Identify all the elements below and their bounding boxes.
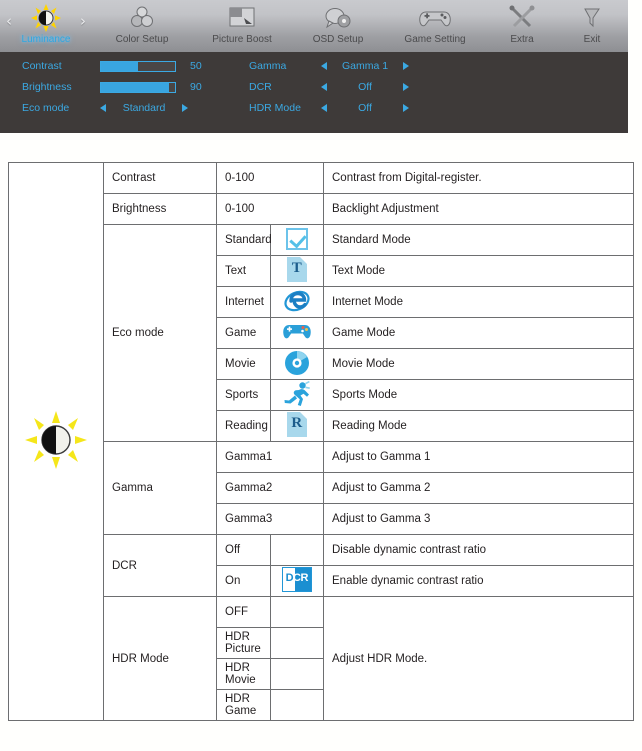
osd-tab-list xyxy=(0,0,628,52)
reading-doc-icon xyxy=(287,412,307,437)
row-name-dcr: DCR xyxy=(104,535,217,597)
brightness-slider[interactable] xyxy=(100,82,176,93)
reading-doc-glyph: R xyxy=(291,415,303,431)
brightness-slider-fill xyxy=(101,83,168,92)
row-name: Contrast xyxy=(104,163,217,194)
row-icon-cell xyxy=(270,225,324,256)
osd-row-brightness[interactable] xyxy=(22,79,202,95)
brightness-slider-knob[interactable] xyxy=(162,83,169,92)
osd-row-gamma[interactable] xyxy=(249,58,409,74)
osd-settings-body xyxy=(0,52,628,133)
row-name-gamma: Gamma xyxy=(104,442,217,535)
row-option: Internet xyxy=(217,287,271,318)
game-setting-icon xyxy=(418,4,452,32)
row-option: Gamma2 xyxy=(217,473,324,504)
row-description: Text Mode xyxy=(324,256,634,287)
row-option: Standard xyxy=(217,225,271,256)
internet-e-icon xyxy=(284,288,310,313)
prev-tab-arrow-icon[interactable]: ‹ xyxy=(6,12,12,30)
osd-label-dcr: DCR xyxy=(249,81,272,93)
row-icon-cell xyxy=(270,318,324,349)
osd-tab-label: Game Setting xyxy=(404,34,466,45)
row-description: Reading Mode xyxy=(324,411,634,442)
row-description: Adjust to Gamma 2 xyxy=(324,473,634,504)
osd-tab-label: Exit xyxy=(583,34,601,45)
row-icon-cell xyxy=(270,349,324,380)
runner-icon xyxy=(282,381,312,407)
row-icon-cell xyxy=(270,690,324,721)
osd-label-gamma: Gamma xyxy=(249,60,287,72)
row-option: HDR Movie xyxy=(217,659,271,690)
osd-tab-color-setup[interactable] xyxy=(92,0,192,46)
row-icon-cell xyxy=(270,287,324,318)
row-option: 0-100 xyxy=(217,194,324,225)
osd-label-contrast: Contrast xyxy=(22,60,62,72)
checkbox-icon xyxy=(286,228,308,250)
table-row xyxy=(9,163,634,194)
row-description: Adjust to Gamma 3 xyxy=(324,504,634,535)
exit-icon xyxy=(579,4,605,32)
osd-tab-label: Picture Boost xyxy=(212,34,272,45)
next-tab-arrow-icon[interactable]: › xyxy=(80,12,86,30)
row-option: HDR Picture xyxy=(217,628,271,659)
row-option: HDR Game xyxy=(217,690,271,721)
luminance-spec-table-wrap xyxy=(8,162,634,721)
luminance-spec-table xyxy=(8,162,634,721)
sun-icon xyxy=(31,4,61,32)
row-description: Internet Mode xyxy=(324,287,634,318)
dcr-glyph-c: C xyxy=(293,572,301,584)
row-description: Backlight Adjustment xyxy=(324,194,634,225)
row-description: Contrast from Digital-register. xyxy=(324,163,634,194)
osd-row-contrast[interactable] xyxy=(22,58,202,74)
osd-label-hdr-mode: HDR Mode xyxy=(249,102,301,114)
gamepad-icon xyxy=(281,320,313,344)
picture-boost-icon xyxy=(227,4,257,32)
osd-tab-label: Luminance xyxy=(21,34,71,45)
row-option: Off xyxy=(217,535,271,566)
row-description: Sports Mode xyxy=(324,380,634,411)
row-option: 0-100 xyxy=(217,163,324,194)
text-doc-glyph: T xyxy=(291,260,302,276)
row-option: On xyxy=(217,566,271,597)
osd-tab-label: OSD Setup xyxy=(312,34,364,45)
dcr-glyph-r: R xyxy=(300,572,308,584)
brightness-value: 90 xyxy=(190,81,202,93)
dcr-value: Off xyxy=(358,81,372,93)
osd-setup-icon xyxy=(323,4,353,32)
osd-tab-bar xyxy=(0,0,628,52)
row-option: Gamma3 xyxy=(217,504,324,535)
extra-icon xyxy=(508,4,536,32)
row-name-hdr-mode: HDR Mode xyxy=(104,597,217,721)
row-icon-cell xyxy=(270,566,324,597)
row-option: Reading xyxy=(217,411,271,442)
osd-tab-game-setting[interactable] xyxy=(384,0,486,46)
row-option: Movie xyxy=(217,349,271,380)
row-option: Text xyxy=(217,256,271,287)
row-icon-cell xyxy=(270,411,324,442)
disc-icon xyxy=(284,350,310,376)
row-description: Standard Mode xyxy=(324,225,634,256)
row-icon-cell xyxy=(270,380,324,411)
hdr-mode-value: Off xyxy=(358,102,372,114)
osd-tab-exit[interactable] xyxy=(558,0,626,46)
gamma-value: Gamma 1 xyxy=(341,60,389,72)
contrast-value: 50 xyxy=(190,60,202,72)
row-description: Disable dynamic contrast ratio xyxy=(324,535,634,566)
contrast-slider[interactable] xyxy=(100,61,176,72)
row-description: Adjust HDR Mode. xyxy=(324,597,634,721)
row-icon-cell xyxy=(270,535,324,566)
osd-tab-extra[interactable] xyxy=(486,0,558,46)
osd-tab-luminance[interactable] xyxy=(0,0,92,46)
dcr-icon xyxy=(282,567,312,592)
text-doc-icon xyxy=(287,257,307,282)
osd-row-dcr[interactable] xyxy=(249,79,409,95)
osd-tab-label: Color Setup xyxy=(115,34,169,45)
color-setup-icon xyxy=(128,4,156,32)
osd-tab-picture-boost[interactable] xyxy=(192,0,292,46)
row-description: Enable dynamic contrast ratio xyxy=(324,566,634,597)
dcr-next-arrow-icon[interactable] xyxy=(403,83,409,91)
contrast-slider-fill xyxy=(101,62,138,71)
row-description: Game Mode xyxy=(324,318,634,349)
row-icon-cell xyxy=(270,659,324,690)
row-option: OFF xyxy=(217,597,271,628)
osd-row-eco-mode[interactable] xyxy=(22,100,188,116)
row-icon-cell xyxy=(270,628,324,659)
row-description: Movie Mode xyxy=(324,349,634,380)
dcr-glyph-d: D xyxy=(285,572,294,584)
osd-menu-panel xyxy=(0,0,628,133)
row-name-eco-mode: Eco mode xyxy=(104,225,217,442)
osd-label-brightness: Brightness xyxy=(22,81,72,93)
row-icon-cell xyxy=(270,256,324,287)
eco-mode-next-arrow-icon[interactable] xyxy=(182,104,188,112)
eco-mode-value: Standard xyxy=(122,102,166,114)
luminance-sun-icon xyxy=(9,163,104,721)
osd-row-hdr-mode[interactable] xyxy=(249,100,409,116)
gamma-next-arrow-icon[interactable] xyxy=(403,62,409,70)
row-description: Adjust to Gamma 1 xyxy=(324,442,634,473)
row-option: Sports xyxy=(217,380,271,411)
row-icon-cell xyxy=(270,597,324,628)
row-option: Gamma1 xyxy=(217,442,324,473)
row-option: Game xyxy=(217,318,271,349)
hdr-mode-next-arrow-icon[interactable] xyxy=(403,104,409,112)
row-name: Brightness xyxy=(104,194,217,225)
osd-label-eco-mode: Eco mode xyxy=(22,102,70,114)
osd-tab-label: Extra xyxy=(510,34,534,45)
osd-tab-osd-setup[interactable] xyxy=(292,0,384,46)
